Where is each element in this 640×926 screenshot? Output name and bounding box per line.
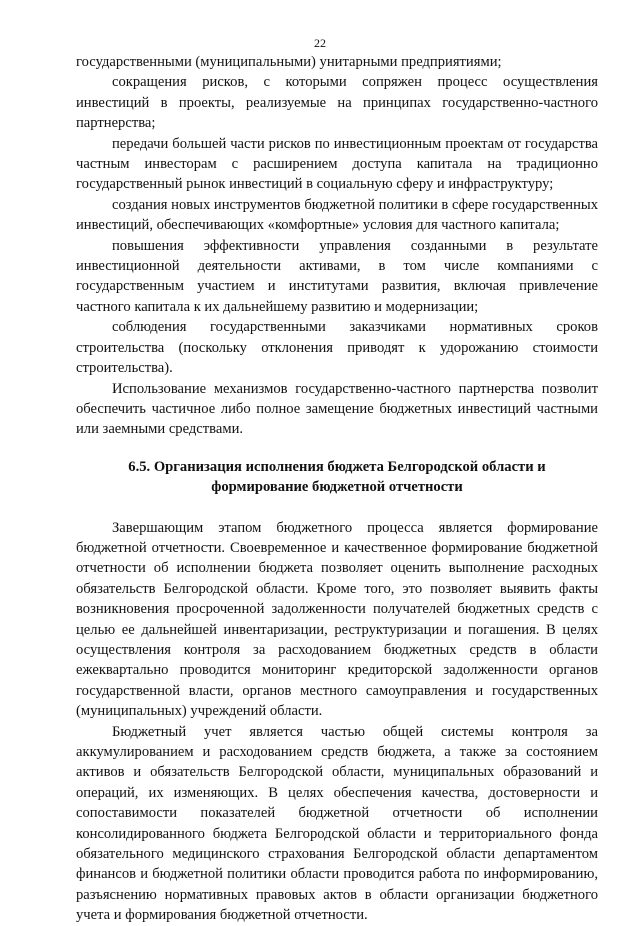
paragraph-reporting: Завершающим этапом бюджетного процесса является формирование бюджетной отчетности. Своевременное и качественное формирование бюджетной отчетности об исполнении бюджета позволяет оценить выполнение расходных обязательств Белгородской области. Кроме того, это позволяет выявить факты возникновения просроченной задолженности получателей бюджетных средств с целью ее дальнейшей инвентаризации, реструктуризации и погашения. В целях осуществления контроля за расходованием бюджетных средств в области ежеквартально проводится мониторинг кредиторской задолженности органов государственной власти, органов местного самоуправления и государственных (муниципальных) учреждений области. (76, 519, 598, 720)
list-item-risk-reduction: сокращения рисков, с которыми сопряжен процесс осуществления инвестиций в проекты, реализуемые на принципах государственно-частного партнерства; (76, 74, 598, 132)
list-item-new-instruments: создания новых инструментов бюджетной политики в сфере государственных инвестиций, обеспечивающих «комфортные» условия для частного капитала; (76, 196, 598, 234)
list-item-risk-transfer: передачи большей части рисков по инвестиционным проектам от государства частным инвесторам с расширением доступа капитала на традиционно государственный рынок инвестиций в социальную сферу и инфраструктуру; (76, 135, 598, 193)
document-body (76, 52, 598, 926)
list-item-efficiency: повышения эффективности управления созданными в результате инвестиционной деятельности активами, в том числе компаниями с государственным участием и институтами развития, включая привлечение частного капитала к их дальнейшему развитию и модернизации; (76, 237, 598, 315)
section-heading-line-1: 6.5. Организация исполнения бюджета Белгородской области и (128, 458, 546, 475)
section-heading-line-2: формирование бюджетной отчетности (211, 479, 463, 496)
paragraph-ppp: Использование механизмов государственно-частного партнерства позволит обеспечить частичное либо полное замещение бюджетных инвестиций частными или заемными средствами. (76, 380, 598, 438)
page-number: 22 (314, 36, 326, 50)
section-heading (76, 457, 598, 498)
paragraph-accounting: Бюджетный учет является частью общей системы контроля за аккумулированием и расходованием средств бюджета, а также за состоянием активов и обязательств Белгородской области, муниципальных образований и операций, их изменяющих. В целях обеспечения качества, достоверности и сопоставимости показателей бюджетной отчетности об исполнении консолидированного бюджета Белгородской области и территориального фонда обязательного медицинского страхования Белгородской области департаментом финансов и бюджетной политики области проводится работа по информированию, разъяснению нормативных правовых актов в области организации бюджетного учета и формирования бюджетной отчетности. (76, 723, 598, 924)
paragraph-continuation: государственными (муниципальными) унитарными предприятиями; (76, 54, 502, 70)
list-item-deadlines: соблюдения государственными заказчиками нормативных сроков строительства (поскольку отклонения приводят к удорожанию стоимости строительства). (76, 319, 598, 377)
